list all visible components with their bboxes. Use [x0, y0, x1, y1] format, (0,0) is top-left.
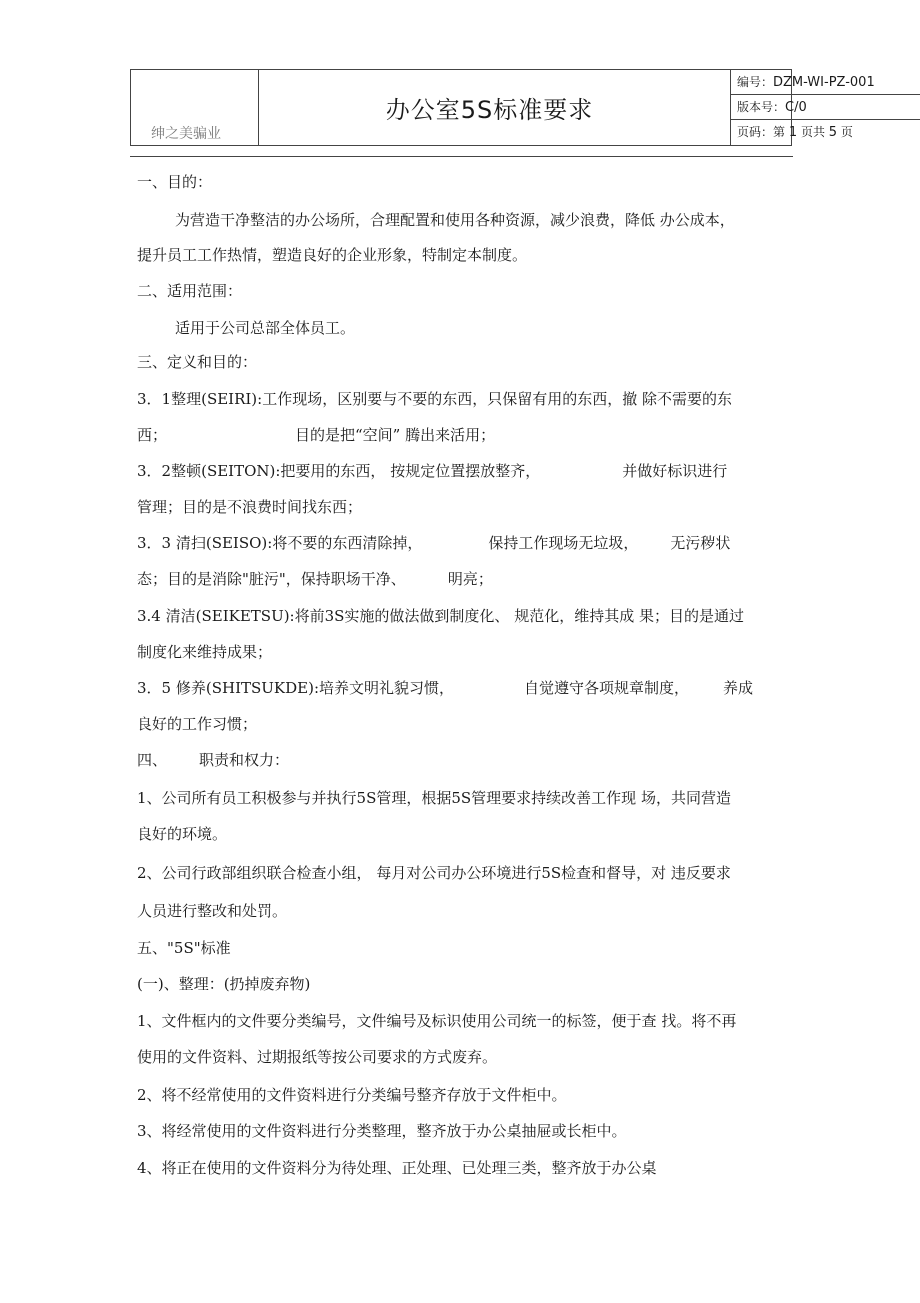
- page-current: 1: [788, 125, 798, 140]
- page-label-c: 页: [840, 125, 853, 139]
- paragraph-line: 使用的文件资料、过期报纸等按公司要求的方式废弃。: [137, 1048, 498, 1066]
- text-segment: 3．3 清扫(SEISO):将不要的东西清除掉，: [137, 534, 423, 552]
- paragraph-line: 3．1整理(SEIRI):工作现场，区别要与不要的东西，只保留有用的东西，撤 除不需要的东: [137, 390, 732, 408]
- document-title: 办公室5S标准要求: [385, 96, 594, 124]
- page-row: [731, 120, 920, 145]
- company-logo-text: 绅之美骗业: [151, 126, 221, 142]
- text-segment: 养成: [723, 679, 754, 697]
- version-label: 版本号：: [737, 100, 786, 114]
- paragraph-line: 制度化来维持成果；: [137, 643, 273, 661]
- page-label-a: 页码：第: [737, 125, 786, 139]
- text-segment: 西；: [137, 426, 168, 444]
- meta-cell: [731, 70, 875, 145]
- text-segment: 四、: [137, 751, 168, 769]
- doc-number-label: 编号：: [737, 75, 774, 89]
- document-header: [130, 69, 875, 146]
- paragraph-line: [137, 425, 495, 445]
- section-heading: 一、目的：: [137, 173, 213, 191]
- text-segment: 3．2整顿(SEITON):把要用的东西， 按规定位置摆放整齐，: [137, 462, 541, 480]
- logo-cell: [131, 70, 259, 145]
- paragraph-line: [137, 678, 753, 698]
- text-segment: 目的是把“空间” 腾出来活用；: [295, 426, 496, 444]
- paragraph-line: 为营造干净整洁的办公场所，合理配置和使用各种资源，减少浪费，降低 办公成本，: [175, 211, 735, 229]
- version-row: [731, 95, 920, 120]
- text-segment: 明亮；: [447, 570, 493, 588]
- text-segment: 并做好标识进行: [622, 462, 728, 480]
- page-label-b: 页共: [800, 125, 825, 139]
- text-segment: 3．5 修养(SHITSUKDE):培养文明礼貌习惯，: [137, 679, 455, 697]
- paragraph-line: 3.4 清洁(SEIKETSU):将前3S实施的做法做到制度化、 规范化，维持其成 果；目的是通过: [137, 607, 744, 625]
- text-segment: 保持工作现场无垃圾，: [488, 534, 639, 552]
- header-divider: [130, 156, 793, 157]
- text-segment: 无污秽状: [670, 534, 731, 552]
- paragraph-line: 4、将正在使用的文件资料分为待处理、正处理、已处理三类，整齐放于办公桌: [137, 1159, 657, 1177]
- section-heading: (一)、整理：(扔掉废弃物): [137, 975, 311, 993]
- paragraph-line: 提升员工工作热情，塑造良好的企业形象，特制定本制度。: [137, 246, 528, 264]
- paragraph-line: 管理；目的是不浪费时间找东西；: [137, 498, 363, 516]
- text-segment: 自觉遵守各项规章制度，: [524, 679, 690, 697]
- paragraph-line: 2、公司行政部组织联合检查小组， 每月对公司办公环境进行5S检查和督导，对 违反要求: [137, 864, 731, 882]
- paragraph-line: [137, 461, 727, 481]
- paragraph-line: 2、将不经常使用的文件资料进行分类编号整齐存放于文件柜中。: [137, 1086, 567, 1104]
- title-cell: [259, 70, 731, 145]
- paragraph-line: [137, 569, 493, 589]
- page-total: 5: [828, 125, 838, 140]
- text-segment: 态；目的是消除"脏污"，保持职场干净、: [137, 570, 406, 588]
- paragraph-line: 良好的工作习惯；: [137, 715, 258, 733]
- text-segment: 职责和权力：: [199, 751, 290, 769]
- section-heading: 三、定义和目的：: [137, 353, 258, 371]
- paragraph-line: [137, 533, 730, 553]
- doc-number-row: [731, 70, 920, 95]
- section-heading: 二、适用范围：: [137, 282, 243, 300]
- paragraph-line: 良好的环境。: [137, 825, 228, 843]
- section-heading: 五、"5S"标准: [137, 939, 231, 957]
- paragraph-line: 人员进行整改和处罚。: [137, 902, 288, 920]
- paragraph-line: 1、文件框内的文件要分类编号，文件编号及标识使用公司统一的标签，便于查 找。将不再: [137, 1012, 737, 1030]
- paragraph-line: 1、公司所有员工积极参与并执行5S管理，根据5S管理要求持续改善工作现 场，共同营造: [137, 789, 731, 807]
- doc-number: DZM-WI-PZ-001: [773, 75, 875, 90]
- version-value: C/0: [785, 100, 807, 115]
- paragraph-line: 适用于公司总部全体员工。: [175, 319, 356, 337]
- paragraph-line: 3、将经常使用的文件资料进行分类整理，整齐放于办公桌抽屉或长柜中。: [137, 1122, 627, 1140]
- section-heading: [137, 750, 289, 770]
